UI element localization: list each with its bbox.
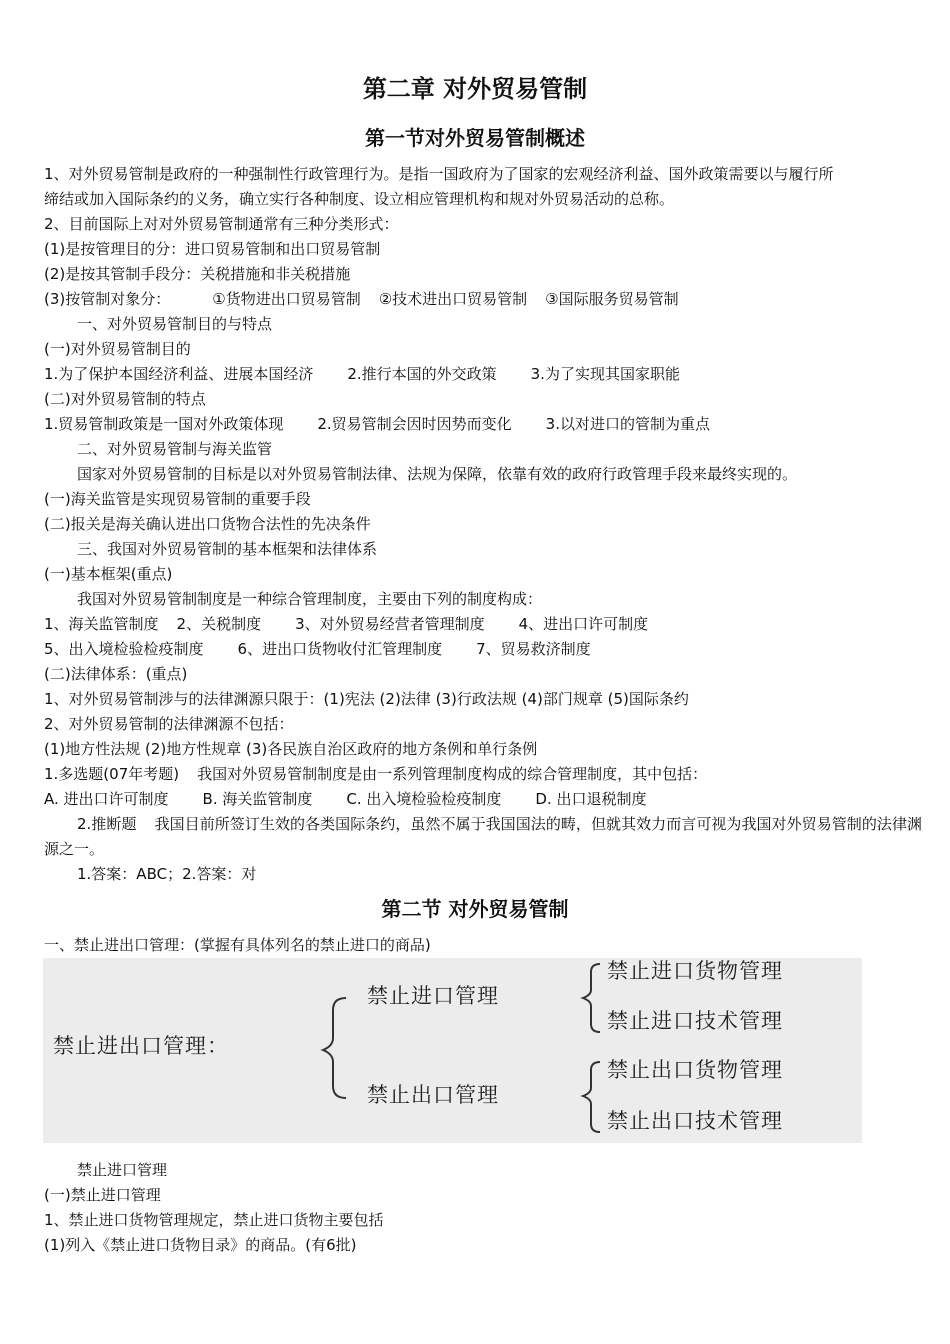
subheading-3: 三、我国对外贸易管制的基本框架和法律体系 (77, 540, 378, 558)
subheading-1b: (二)对外贸易管制的特点 (44, 390, 206, 408)
question-2 (44, 812, 922, 862)
classification-2: (2)是按其管制手段分：关税措施和非关税措施 (44, 265, 351, 283)
system-3: 3、对外贸易经营者管理制度 (295, 615, 485, 633)
feature-2: 2.贸易管制会因时因势而变化 (317, 415, 512, 433)
subheading-2: 二、对外贸易管制与海关监管 (77, 440, 273, 458)
answer: 1.答案：ABC；2.答案：对 (77, 865, 257, 883)
paragraph-1-line-1: 1、对外贸易管制是政府的一种强制性行政管理行为。是指一国政府为了国家的宏观经济利益、国外政策需要以与履行所 (44, 165, 834, 183)
section2-after-4: (1)列入《禁止进口货物目录》的商品。(有6批) (44, 1236, 357, 1254)
subheading-3a: (一)基本框架(重点) (44, 565, 173, 583)
purpose-1: 1.为了保护本国经济利益、进展本国经济 (44, 365, 314, 383)
question-2-label: 2.推断题 (77, 815, 137, 833)
purpose-2: 2.推行本国的外交政策 (347, 365, 497, 383)
option-a: A. 进出口许可制度 (44, 790, 169, 808)
subheading-2b: (二)报关是海关确认进出口货物合法性的先决条件 (44, 515, 371, 533)
subheading-1a: (一)对外贸易管制目的 (44, 340, 191, 358)
question-2-text: 我国目前所签订生效的各类国际条约，虽然不属于我国国法的畴，但就其效力而言可视为我国对外贸易管制的法律渊源之一。 (44, 815, 922, 858)
question-1-text: 我国对外贸易管制制度是由一系列管理制度构成的综合管理制度，其中包括： (197, 765, 708, 783)
option-d: D. 出口退税制度 (535, 790, 647, 808)
tree-leaf-export-tech: 禁止出口技术管理 (607, 1109, 783, 1133)
system-6: 6、进出口货物收付汇管理制度 (237, 640, 443, 658)
tree-leaf-export-goods: 禁止出口货物管理 (607, 1058, 783, 1082)
section2-intro: 一、禁止进出口管理：(掌握有具体列名的禁止进口的商品) (44, 936, 431, 954)
paragraph-1-line-2: 缔结或加入国际条约的义务，确立实行各种制度、设立相应管理机构和规对外贸易活动的总称。 (44, 190, 675, 208)
feature-1: 1.贸易管制政策是一国对外政策体现 (44, 415, 284, 433)
prohibition-tree-diagram (43, 958, 862, 1143)
system-list-row-2 (44, 637, 924, 662)
feature-3: 3.以对进口的管制为重点 (545, 415, 710, 433)
section2-after-3: 1、禁止进口货物管理规定，禁止进口货物主要包括 (44, 1211, 384, 1229)
tree-root: 禁止进出口管理： (53, 1034, 229, 1058)
question-1-label: 1.多选题(07年考题) (44, 765, 180, 783)
classification-1: (1)是按管理目的分：进口贸易管制和出口贸易管制 (44, 240, 381, 258)
legal-source-2: 2、对外贸易管制的法律渊源不包括： (44, 715, 294, 733)
question-1 (44, 762, 924, 787)
classification-3-label: (3)按管制对象分： (44, 290, 171, 308)
subheading-3a-paragraph: 我国对外贸易管制制度是一种综合管理制度，主要由下列的制度构成： (77, 590, 543, 608)
classification-3-b: ②技术进出口贸易管制 (378, 290, 528, 308)
tree-leaf-import-tech: 禁止进口技术管理 (607, 1009, 783, 1033)
section2-after-1: 禁止进口管理 (77, 1161, 168, 1179)
section2-heading: 第二节 对外贸易管制 (381, 897, 569, 921)
legal-source-1: 1、对外贸易管制涉与的法律渊源只限于：(1)宪法 (2)法律 (3)行政法规 (4)部门规章 (5)国际条约 (44, 690, 689, 708)
import-brace (583, 964, 600, 1032)
feature-list (44, 412, 924, 437)
export-brace (583, 1062, 600, 1132)
classification-3-c: ③国际服务贸易管制 (545, 290, 679, 308)
subheading-2a: (一)海关监管是实现贸易管制的重要手段 (44, 490, 311, 508)
section2-after-2: (一)禁止进口管理 (44, 1186, 161, 1204)
system-list-row-1 (44, 612, 924, 637)
classification-3 (44, 287, 924, 312)
purpose-3: 3.为了实现其国家职能 (530, 365, 680, 383)
subheading-2-paragraph: 国家对外贸易管制的目标是以对外贸易管制法律、法规为保障，依靠有效的政府行政管理手段来最终实现的。 (77, 465, 798, 483)
subheading-3b: (二)法律体系：(重点) (44, 665, 188, 683)
chapter-title: 第二章 对外贸易管制 (362, 75, 588, 103)
tree-branch-import: 禁止进口管理 (367, 984, 499, 1008)
system-2: 2、关税制度 (176, 615, 262, 633)
purpose-list (44, 362, 924, 387)
section1-heading: 第一节对外贸易管制概述 (365, 126, 585, 150)
main-brace (323, 998, 346, 1098)
tree-branch-export: 禁止出口管理 (367, 1083, 499, 1107)
classification-3-a: ①货物进出口贸易管制 (212, 290, 361, 308)
question-1-options (44, 787, 924, 812)
legal-source-3: (1)地方性法规 (2)地方性规章 (3)各民族自治区政府的地方条例和单行条例 (44, 740, 538, 758)
paragraph-2: 2、目前国际上对对外贸易管制通常有三种分类形式： (44, 215, 399, 233)
subheading-1: 一、对外贸易管制目的与特点 (77, 315, 273, 333)
system-7: 7、贸易救济制度 (476, 640, 591, 658)
system-4: 4、进出口许可制度 (518, 615, 649, 633)
system-5: 5、出入境检验检疫制度 (44, 640, 204, 658)
tree-leaf-import-goods: 禁止进口货物管理 (607, 959, 783, 983)
option-b: B. 海关监管制度 (202, 790, 313, 808)
system-1: 1、海关监管制度 (44, 615, 159, 633)
option-c: C. 出入境检验检疫制度 (346, 790, 502, 808)
